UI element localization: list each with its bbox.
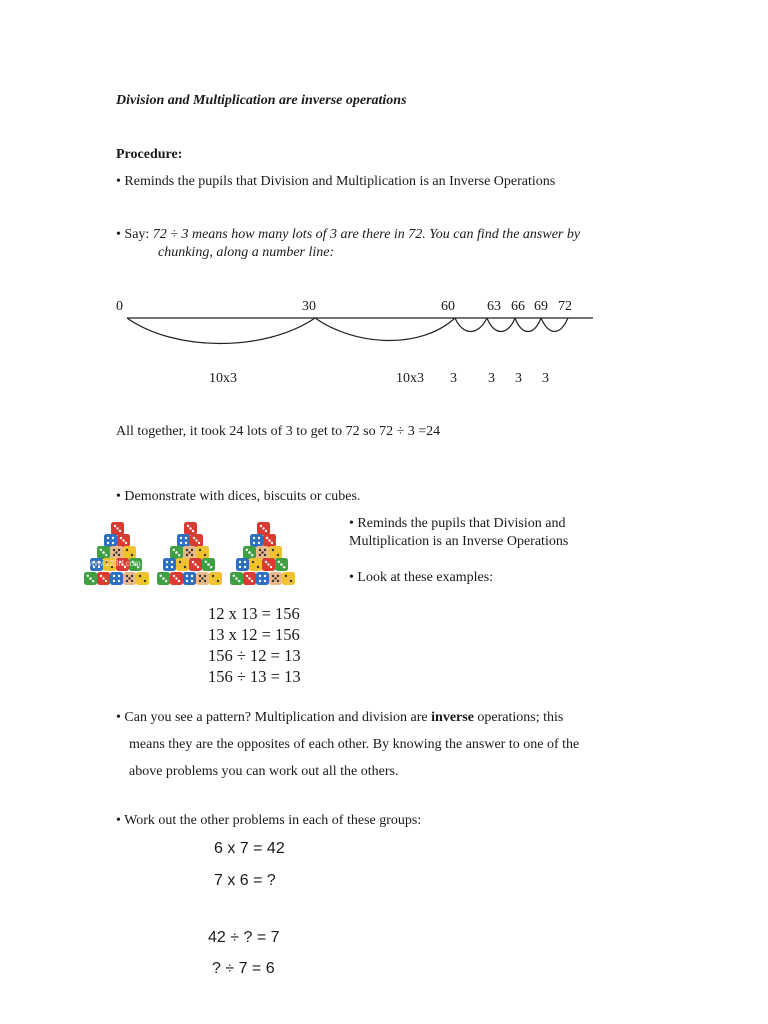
example-equation-4: 156 ÷ 13 = 13 bbox=[208, 667, 301, 686]
dice-pyramid-2 bbox=[157, 522, 222, 585]
say-text-1: 72 ÷ 3 means how many lots of 3 are there in 72. You can find the answer by bbox=[152, 227, 581, 242]
say-line-2: chunking, along a number line: bbox=[158, 245, 335, 260]
summary-line: All together, it took 24 lots of 3 to get to 72 so 72 ÷ 3 =24 bbox=[116, 424, 441, 439]
tick-label-63: 63 bbox=[487, 299, 501, 314]
problem-2: 7 x 6 = ? bbox=[214, 872, 276, 889]
bullet-reminds: • Reminds the pupils that Division and Multiplication is an Inverse Operations bbox=[116, 174, 556, 189]
problem-4: ? ÷ 7 = 6 bbox=[212, 960, 275, 977]
pattern-text-2: operations; this bbox=[473, 710, 564, 725]
bullet-demonstrate: • Demonstrate with dices, biscuits or cubes. bbox=[116, 489, 361, 504]
problem-3: 42 ÷ ? = 7 bbox=[208, 929, 280, 946]
tick-label-30: 30 bbox=[302, 299, 316, 314]
pattern-paragraph bbox=[116, 704, 653, 785]
jump-label-1: 10x3 bbox=[209, 371, 237, 386]
side-bullet-line-1: • Reminds the pupils that Division and bbox=[349, 516, 566, 531]
pattern-line-3: above problems you can work out all the others. bbox=[129, 764, 399, 779]
jump-label-2: 10x3 bbox=[396, 371, 424, 386]
dice-pyramid-1 bbox=[84, 522, 149, 585]
tick-label-60: 60 bbox=[441, 299, 455, 314]
example-equation-2: 13 x 12 = 156 bbox=[208, 625, 300, 644]
example-equation-1: 12 x 13 = 156 bbox=[208, 604, 300, 623]
pattern-line-2: means they are the opposites of each other. By knowing the answer to one of the bbox=[129, 737, 580, 752]
tick-label-0: 0 bbox=[116, 299, 123, 314]
say-prefix: • Say: bbox=[116, 227, 153, 242]
procedure-heading: Procedure: bbox=[116, 147, 183, 162]
tick-label-66: 66 bbox=[511, 299, 525, 314]
tick-label-72: 72 bbox=[558, 299, 572, 314]
jump-label-6: 3 bbox=[542, 371, 549, 386]
pattern-bold-word: inverse bbox=[431, 710, 474, 725]
jump-label-4: 3 bbox=[488, 371, 495, 386]
document-title: Division and Multiplication are inverse operations bbox=[116, 93, 407, 108]
dice-watermark: www.123rf.com bbox=[86, 559, 141, 568]
bullet-look-examples: • Look at these examples: bbox=[349, 570, 494, 585]
bullet-work-out: • Work out the other problems in each of these groups: bbox=[116, 813, 422, 828]
side-bullet-line-2: Multiplication is an Inverse Operations bbox=[349, 534, 569, 549]
jump-label-5: 3 bbox=[515, 371, 522, 386]
dice-pyramid-3 bbox=[230, 522, 295, 585]
pattern-text-1: • Can you see a pattern? Multiplication and division are bbox=[116, 710, 432, 725]
example-equation-3: 156 ÷ 12 = 13 bbox=[208, 646, 301, 665]
jump-label-3: 3 bbox=[450, 371, 457, 386]
problem-1: 6 x 7 = 42 bbox=[214, 840, 285, 857]
tick-label-69: 69 bbox=[534, 299, 548, 314]
